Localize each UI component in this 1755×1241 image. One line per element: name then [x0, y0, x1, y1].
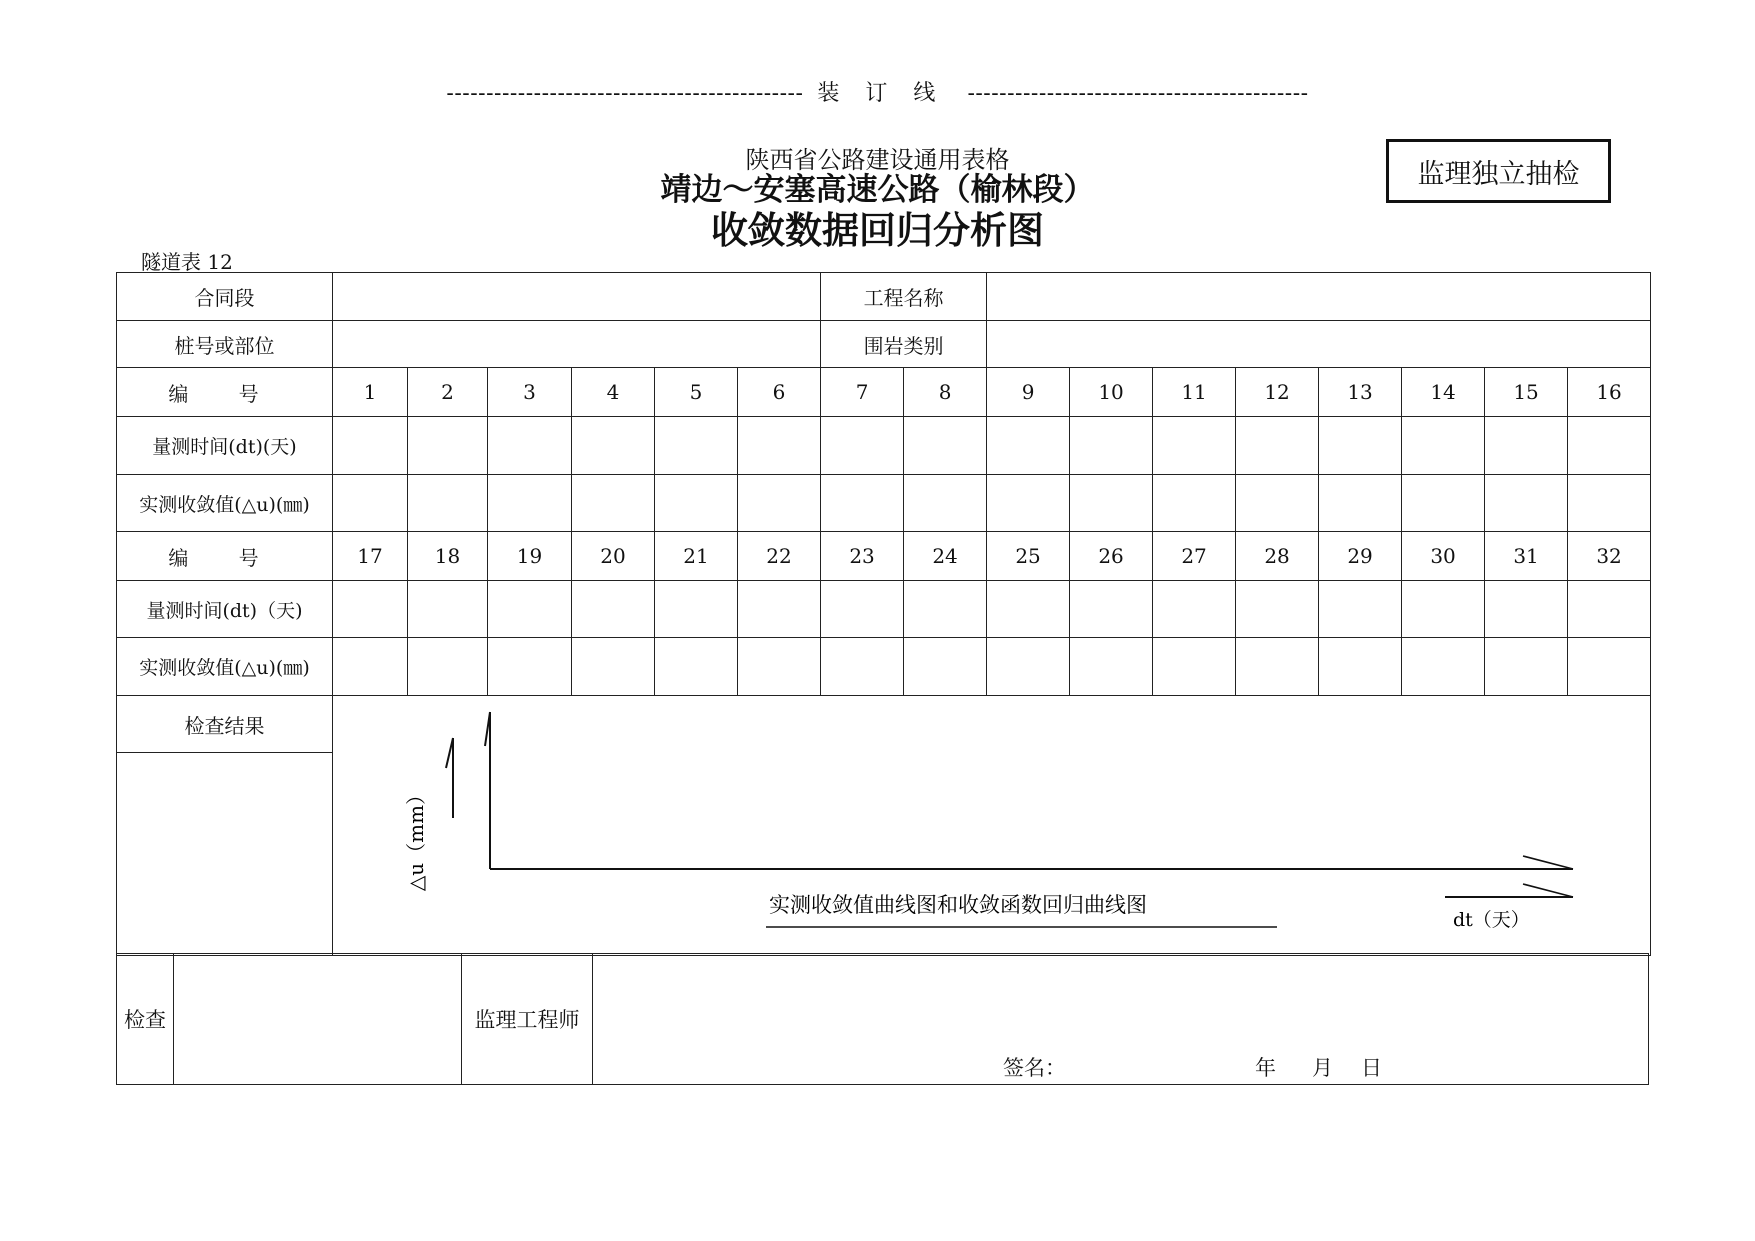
- time-input-cell[interactable]: [488, 581, 572, 638]
- time-label: 量测时间(dt)（天): [117, 581, 333, 638]
- number-cell: 26: [1070, 532, 1153, 581]
- project-name-label: 工程名称: [821, 273, 987, 321]
- time-input-cell[interactable]: [1485, 417, 1568, 475]
- engineer-sign-field[interactable]: [593, 954, 1649, 1085]
- number-cell: 10: [1070, 368, 1153, 417]
- value-label: 实测收敛值(△u)(㎜): [117, 475, 333, 532]
- time-input-cell[interactable]: [1568, 417, 1651, 475]
- time-input-cell[interactable]: [655, 417, 738, 475]
- engineer-label: 监理工程师: [462, 954, 593, 1085]
- number-cell: 9: [987, 368, 1070, 417]
- x-indicator-arrowhead: [1523, 884, 1573, 897]
- value-input-cell[interactable]: [1485, 475, 1568, 532]
- value-input-cell[interactable]: [821, 475, 904, 532]
- number-cell: 18: [408, 532, 488, 581]
- number-cell: 3: [488, 368, 572, 417]
- signature-table: [116, 953, 1649, 1085]
- contract-field[interactable]: [333, 273, 821, 321]
- time-input-cell[interactable]: [1070, 417, 1153, 475]
- value-input-cell[interactable]: [904, 475, 987, 532]
- province-title: 陕西省公路建设通用表格: [745, 146, 1010, 174]
- time-input-cell[interactable]: [408, 417, 488, 475]
- binding-line: [0, 76, 1755, 107]
- chart-caption: 实测收敛值曲线图和收敛函数回归曲线图: [769, 893, 1147, 917]
- chart-area: [333, 696, 1651, 956]
- time-input-cell[interactable]: [821, 417, 904, 475]
- value-input-cell[interactable]: [1402, 638, 1485, 696]
- time-input-cell[interactable]: [1485, 581, 1568, 638]
- time-input-cell[interactable]: [1319, 581, 1402, 638]
- binding-dashes-left: ---------------------------------------------: [446, 81, 804, 106]
- value-input-cell[interactable]: [1236, 475, 1319, 532]
- number-cell: 4: [572, 368, 655, 417]
- value-input-cell[interactable]: [987, 475, 1070, 532]
- date-day: 日: [1361, 1056, 1382, 1080]
- value-input-cell[interactable]: [408, 475, 488, 532]
- number-cell: 28: [1236, 532, 1319, 581]
- number-cell: 25: [987, 532, 1070, 581]
- result-content[interactable]: [117, 753, 333, 956]
- value-input-cell[interactable]: [904, 638, 987, 696]
- time-input-cell[interactable]: [408, 581, 488, 638]
- value-input-cell[interactable]: [1402, 475, 1485, 532]
- data-table: [116, 272, 1651, 956]
- contract-label: 合同段: [117, 273, 333, 321]
- number-cell: 12: [1236, 368, 1319, 417]
- time-input-cell[interactable]: [1070, 581, 1153, 638]
- number-cell: 32: [1568, 532, 1651, 581]
- value-input-cell[interactable]: [1319, 475, 1402, 532]
- number-cell: 20: [572, 532, 655, 581]
- number-cell: 14: [1402, 368, 1485, 417]
- value-input-cell[interactable]: [333, 475, 408, 532]
- time-input-cell[interactable]: [1319, 417, 1402, 475]
- project-title: 靖边～安塞高速公路（榆林段）: [660, 172, 1095, 208]
- number-cell: 27: [1153, 532, 1236, 581]
- time-input-cell[interactable]: [1236, 581, 1319, 638]
- number-cell: 7: [821, 368, 904, 417]
- value-input-cell[interactable]: [488, 475, 572, 532]
- number-cell: 30: [1402, 532, 1485, 581]
- number-cell: 5: [655, 368, 738, 417]
- value-input-cell[interactable]: [655, 638, 738, 696]
- station-label: 桩号或部位: [117, 321, 333, 368]
- time-input-cell[interactable]: [987, 417, 1070, 475]
- time-input-cell[interactable]: [1153, 417, 1236, 475]
- rock-class-label: 围岩类别: [821, 321, 987, 368]
- time-input-cell[interactable]: [1402, 581, 1485, 638]
- date-month: 月: [1312, 1056, 1333, 1080]
- project-name-field[interactable]: [987, 273, 1651, 321]
- value-input-cell[interactable]: [408, 638, 488, 696]
- binding-dashes-right: -------------------------------------------: [967, 81, 1309, 106]
- number-cell: 8: [904, 368, 987, 417]
- result-label: 检查结果: [117, 696, 333, 753]
- convergence-chart: [333, 696, 1649, 956]
- time-input-cell[interactable]: [1153, 581, 1236, 638]
- inspection-stamp-box: 监理独立抽检: [1386, 139, 1611, 203]
- number-label: 编 号: [117, 532, 333, 581]
- value-input-cell[interactable]: [333, 638, 408, 696]
- binding-word: 装订线: [817, 81, 962, 106]
- time-input-cell[interactable]: [738, 417, 821, 475]
- form-title: 收敛数据回归分析图: [711, 209, 1044, 252]
- value-input-cell[interactable]: [987, 638, 1070, 696]
- value-input-cell[interactable]: [1236, 638, 1319, 696]
- number-cell: 24: [904, 532, 987, 581]
- number-cell: 6: [738, 368, 821, 417]
- value-input-cell[interactable]: [572, 475, 655, 532]
- time-input-cell[interactable]: [738, 581, 821, 638]
- time-input-cell[interactable]: [488, 417, 572, 475]
- value-input-cell[interactable]: [821, 638, 904, 696]
- number-cell: 2: [408, 368, 488, 417]
- value-input-cell[interactable]: [488, 638, 572, 696]
- check-label: 检查: [117, 954, 174, 1085]
- check-field[interactable]: [174, 954, 462, 1085]
- time-input-cell[interactable]: [572, 417, 655, 475]
- value-input-cell[interactable]: [1070, 638, 1153, 696]
- date-year: 年: [1255, 1056, 1276, 1080]
- number-cell: 22: [738, 532, 821, 581]
- time-input-cell[interactable]: [1236, 417, 1319, 475]
- time-input-cell[interactable]: [655, 581, 738, 638]
- number-cell: 21: [655, 532, 738, 581]
- value-input-cell[interactable]: [572, 638, 655, 696]
- number-label: 编 号: [117, 368, 333, 417]
- time-input-cell[interactable]: [1402, 417, 1485, 475]
- time-label: 量测时间(dt)(天): [117, 417, 333, 475]
- time-input-cell[interactable]: [1568, 581, 1651, 638]
- value-input-cell[interactable]: [1070, 475, 1153, 532]
- number-cell: 19: [488, 532, 572, 581]
- rock-class-field[interactable]: [987, 321, 1651, 368]
- time-input-cell[interactable]: [572, 581, 655, 638]
- value-input-cell[interactable]: [1153, 475, 1236, 532]
- number-cell: 29: [1319, 532, 1402, 581]
- value-input-cell[interactable]: [1568, 638, 1651, 696]
- y-indicator-arrowhead: [446, 738, 453, 768]
- table-code: 隧道表 12: [141, 250, 233, 274]
- number-cell: 17: [333, 532, 408, 581]
- number-cell: 1: [333, 368, 408, 417]
- number-cell: 15: [1485, 368, 1568, 417]
- time-input-cell[interactable]: [904, 581, 987, 638]
- value-input-cell[interactable]: [1568, 475, 1651, 532]
- value-input-cell[interactable]: [738, 475, 821, 532]
- time-input-cell[interactable]: [904, 417, 987, 475]
- time-input-cell[interactable]: [821, 581, 904, 638]
- value-input-cell[interactable]: [738, 638, 821, 696]
- y-axis-label: △u（mm）: [404, 784, 428, 892]
- number-cell: 11: [1153, 368, 1236, 417]
- sign-label: 签名：: [1003, 1056, 1066, 1080]
- station-field[interactable]: [333, 321, 821, 368]
- x-axis-arrowhead: [1523, 856, 1573, 869]
- x-axis-label: dt（天）: [1453, 909, 1530, 931]
- value-input-cell[interactable]: [1319, 638, 1402, 696]
- value-input-cell[interactable]: [1153, 638, 1236, 696]
- number-cell: 13: [1319, 368, 1402, 417]
- value-label: 实测收敛值(△u)(㎜): [117, 638, 333, 696]
- value-input-cell[interactable]: [655, 475, 738, 532]
- number-cell: 23: [821, 532, 904, 581]
- value-input-cell[interactable]: [1485, 638, 1568, 696]
- number-cell: 31: [1485, 532, 1568, 581]
- time-input-cell[interactable]: [333, 417, 408, 475]
- time-input-cell[interactable]: [987, 581, 1070, 638]
- number-cell: 16: [1568, 368, 1651, 417]
- time-input-cell[interactable]: [333, 581, 408, 638]
